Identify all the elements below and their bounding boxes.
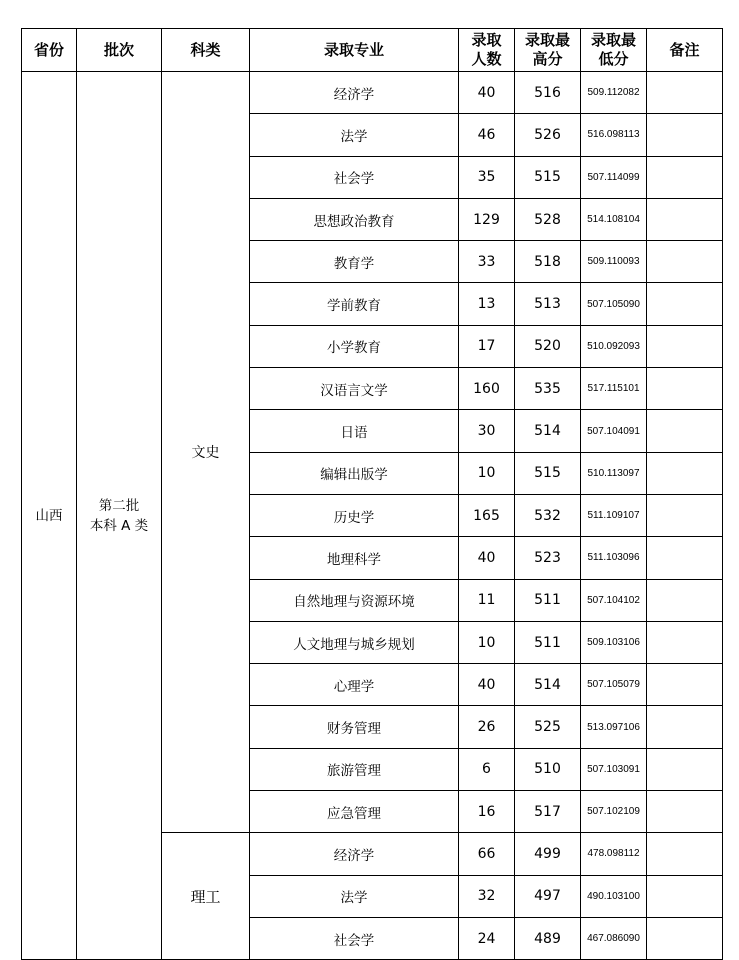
min-score-cell: 509.103106 xyxy=(581,621,647,663)
max-score-cell: 514 xyxy=(515,664,581,706)
remark-cell xyxy=(647,791,723,833)
min-score-cell: 516.098113 xyxy=(581,114,647,156)
major-cell: 人文地理与城乡规划 xyxy=(250,621,459,663)
header-min-line2: 低分 xyxy=(598,50,629,68)
min-score-cell: 511.103096 xyxy=(581,537,647,579)
major-cell: 地理科学 xyxy=(250,537,459,579)
min-score-cell: 509.112082 xyxy=(581,72,647,114)
header-remark: 备注 xyxy=(647,29,723,72)
count-cell: 35 xyxy=(459,156,515,198)
major-cell: 法学 xyxy=(250,875,459,917)
major-cell: 日语 xyxy=(250,410,459,452)
remark-cell xyxy=(647,452,723,494)
remark-cell xyxy=(647,198,723,240)
remark-cell xyxy=(647,325,723,367)
max-score-cell: 518 xyxy=(515,241,581,283)
max-score-cell: 525 xyxy=(515,706,581,748)
major-cell: 自然地理与资源环境 xyxy=(250,579,459,621)
min-score-cell: 507.114099 xyxy=(581,156,647,198)
header-max-score xyxy=(515,29,581,72)
min-score-cell: 511.109107 xyxy=(581,494,647,536)
count-cell: 160 xyxy=(459,368,515,410)
remark-cell xyxy=(647,410,723,452)
remark-cell xyxy=(647,241,723,283)
remark-cell xyxy=(647,579,723,621)
min-score-cell: 517.115101 xyxy=(581,368,647,410)
count-cell: 10 xyxy=(459,452,515,494)
remark-cell xyxy=(647,156,723,198)
header-min-line1: 录取最 xyxy=(590,31,636,49)
remark-cell xyxy=(647,368,723,410)
remark-cell xyxy=(647,494,723,536)
max-score-cell: 535 xyxy=(515,368,581,410)
major-cell: 经济学 xyxy=(250,72,459,114)
header-min-score xyxy=(581,29,647,72)
max-score-cell: 489 xyxy=(515,917,581,959)
count-cell: 40 xyxy=(459,537,515,579)
min-score-cell: 514.108104 xyxy=(581,198,647,240)
major-cell: 应急管理 xyxy=(250,791,459,833)
min-score-cell: 509.110093 xyxy=(581,241,647,283)
remark-cell xyxy=(647,748,723,790)
max-score-cell: 515 xyxy=(515,156,581,198)
major-cell: 教育学 xyxy=(250,241,459,283)
count-cell: 129 xyxy=(459,198,515,240)
count-cell: 33 xyxy=(459,241,515,283)
remark-cell xyxy=(647,917,723,959)
major-cell: 经济学 xyxy=(250,833,459,875)
count-cell: 10 xyxy=(459,621,515,663)
max-score-cell: 510 xyxy=(515,748,581,790)
batch-line1: 第二批 xyxy=(98,497,140,514)
count-cell: 13 xyxy=(459,283,515,325)
count-cell: 26 xyxy=(459,706,515,748)
count-cell: 40 xyxy=(459,72,515,114)
major-cell: 社会学 xyxy=(250,156,459,198)
max-score-cell: 511 xyxy=(515,621,581,663)
max-score-cell: 511 xyxy=(515,579,581,621)
header-max-line2: 高分 xyxy=(532,50,563,68)
max-score-cell: 526 xyxy=(515,114,581,156)
batch-cell xyxy=(77,72,162,960)
province-cell: 山西 xyxy=(22,72,77,960)
remark-cell xyxy=(647,114,723,156)
remark-cell xyxy=(647,875,723,917)
major-cell: 旅游管理 xyxy=(250,748,459,790)
count-cell: 17 xyxy=(459,325,515,367)
remark-cell xyxy=(647,833,723,875)
header-max-line1: 录取最 xyxy=(524,31,570,49)
count-cell: 66 xyxy=(459,833,515,875)
max-score-cell: 515 xyxy=(515,452,581,494)
max-score-cell: 532 xyxy=(515,494,581,536)
max-score-cell: 513 xyxy=(515,283,581,325)
count-cell: 6 xyxy=(459,748,515,790)
count-cell: 11 xyxy=(459,579,515,621)
header-row xyxy=(22,29,723,72)
batch-line2: 本科 A 类 xyxy=(89,517,149,534)
major-cell: 小学教育 xyxy=(250,325,459,367)
major-cell: 学前教育 xyxy=(250,283,459,325)
table-row xyxy=(22,72,723,114)
header-batch: 批次 xyxy=(77,29,162,72)
header-province: 省份 xyxy=(22,29,77,72)
header-category: 科类 xyxy=(162,29,250,72)
max-score-cell: 523 xyxy=(515,537,581,579)
table-body xyxy=(22,72,723,960)
min-score-cell: 507.104102 xyxy=(581,579,647,621)
max-score-cell: 516 xyxy=(515,72,581,114)
major-cell: 心理学 xyxy=(250,664,459,706)
remark-cell xyxy=(647,537,723,579)
min-score-cell: 507.105090 xyxy=(581,283,647,325)
major-cell: 法学 xyxy=(250,114,459,156)
major-cell: 社会学 xyxy=(250,917,459,959)
count-cell: 30 xyxy=(459,410,515,452)
header-count-line1: 录取 xyxy=(471,31,502,49)
count-cell: 46 xyxy=(459,114,515,156)
max-score-cell: 520 xyxy=(515,325,581,367)
max-score-cell: 528 xyxy=(515,198,581,240)
major-cell: 汉语言文学 xyxy=(250,368,459,410)
min-score-cell: 513.097106 xyxy=(581,706,647,748)
remark-cell xyxy=(647,621,723,663)
header-count xyxy=(459,29,515,72)
admission-table xyxy=(21,28,723,960)
min-score-cell: 510.092093 xyxy=(581,325,647,367)
max-score-cell: 499 xyxy=(515,833,581,875)
min-score-cell: 478.098112 xyxy=(581,833,647,875)
min-score-cell: 507.102109 xyxy=(581,791,647,833)
remark-cell xyxy=(647,664,723,706)
min-score-cell: 507.105079 xyxy=(581,664,647,706)
major-cell: 历史学 xyxy=(250,494,459,536)
max-score-cell: 514 xyxy=(515,410,581,452)
major-cell: 财务管理 xyxy=(250,706,459,748)
count-cell: 40 xyxy=(459,664,515,706)
category-cell: 理工 xyxy=(162,833,250,960)
remark-cell xyxy=(647,706,723,748)
remark-cell xyxy=(647,283,723,325)
min-score-cell: 507.103091 xyxy=(581,748,647,790)
count-cell: 165 xyxy=(459,494,515,536)
count-cell: 16 xyxy=(459,791,515,833)
count-cell: 24 xyxy=(459,917,515,959)
major-cell: 思想政治教育 xyxy=(250,198,459,240)
min-score-cell: 467.086090 xyxy=(581,917,647,959)
remark-cell xyxy=(647,72,723,114)
max-score-cell: 517 xyxy=(515,791,581,833)
min-score-cell: 490.103100 xyxy=(581,875,647,917)
max-score-cell: 497 xyxy=(515,875,581,917)
category-cell: 文史 xyxy=(162,72,250,833)
major-cell: 编辑出版学 xyxy=(250,452,459,494)
min-score-cell: 510.113097 xyxy=(581,452,647,494)
header-major: 录取专业 xyxy=(250,29,459,72)
min-score-cell: 507.104091 xyxy=(581,410,647,452)
count-cell: 32 xyxy=(459,875,515,917)
header-count-line2: 人数 xyxy=(471,50,502,68)
